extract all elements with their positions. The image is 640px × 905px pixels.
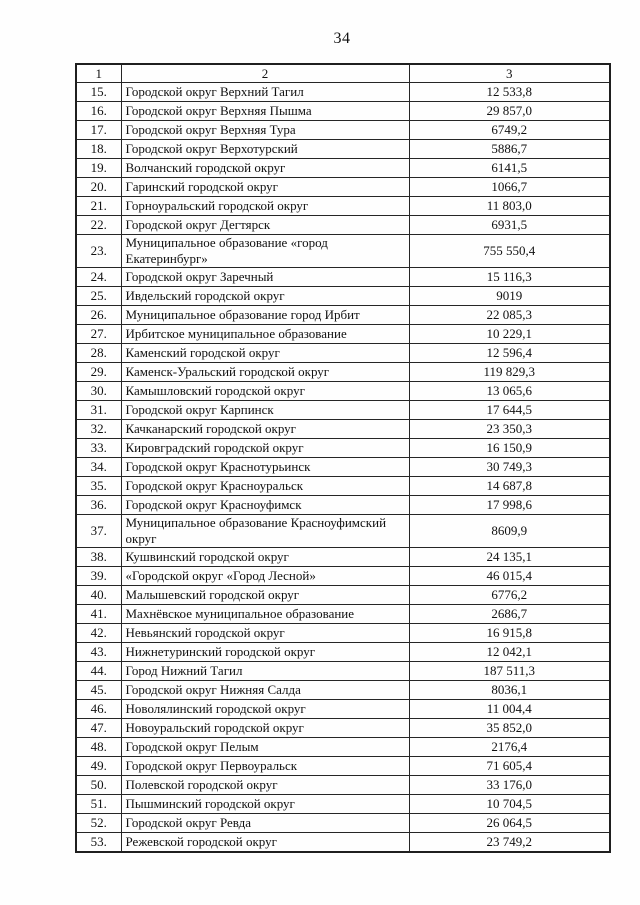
table-row: [76, 624, 610, 643]
table-row: [76, 586, 610, 605]
value-cell: 11 004,4: [409, 700, 610, 719]
table-row: [76, 102, 610, 121]
municipality-cell: Городской округ Красноуфимск: [121, 496, 409, 515]
row-number-cell: 43.: [76, 643, 121, 662]
table-row: [76, 776, 610, 795]
table-row: [76, 567, 610, 586]
row-number-cell: 45.: [76, 681, 121, 700]
value-cell: 2686,7: [409, 605, 610, 624]
table-row: [76, 178, 610, 197]
table-row: [76, 757, 610, 776]
value-cell: 16 915,8: [409, 624, 610, 643]
municipality-cell: Горноуральский городской округ: [121, 197, 409, 216]
municipality-cell: Невьянский городской округ: [121, 624, 409, 643]
municipality-cell: Городской округ Дегтярск: [121, 216, 409, 235]
table-row: [76, 795, 610, 814]
row-number-cell: 39.: [76, 567, 121, 586]
table-row: [76, 420, 610, 439]
row-number-cell: 29.: [76, 363, 121, 382]
municipality-cell: Городской округ Первоуральск: [121, 757, 409, 776]
municipality-cell: Новоуральский городской округ: [121, 719, 409, 738]
value-cell: 15 116,3: [409, 268, 610, 287]
row-number-cell: 33.: [76, 439, 121, 458]
municipality-cell: Махнёвское муниципальное образование: [121, 605, 409, 624]
row-number-cell: 32.: [76, 420, 121, 439]
table-body: [76, 83, 610, 853]
table-row: [76, 363, 610, 382]
municipality-cell: Городской округ Ревда: [121, 814, 409, 833]
value-cell: 12 533,8: [409, 83, 610, 102]
table-row: [76, 268, 610, 287]
value-cell: 6141,5: [409, 159, 610, 178]
row-number-cell: 46.: [76, 700, 121, 719]
table-row: [76, 401, 610, 420]
municipality-cell: Ирбитское муниципальное образование: [121, 325, 409, 344]
row-number-cell: 34.: [76, 458, 121, 477]
table-row: [76, 458, 610, 477]
table-row: [76, 548, 610, 567]
value-cell: 6749,2: [409, 121, 610, 140]
row-number-cell: 53.: [76, 833, 121, 853]
municipality-cell: Муниципальное образование «город Екатеринбург»: [121, 235, 409, 268]
municipality-cell: Городской округ Краснотурьинск: [121, 458, 409, 477]
table-row: [76, 439, 610, 458]
header-row: [76, 64, 610, 83]
table-row: [76, 344, 610, 363]
table-row: [76, 306, 610, 325]
value-cell: 119 829,3: [409, 363, 610, 382]
row-number-cell: 19.: [76, 159, 121, 178]
municipality-cell: Камышловский городской округ: [121, 382, 409, 401]
municipality-cell: Пышминский городской округ: [121, 795, 409, 814]
table-row: [76, 605, 610, 624]
municipalities-table: [75, 63, 611, 853]
municipality-cell: Малышевский городской округ: [121, 586, 409, 605]
row-number-cell: 17.: [76, 121, 121, 140]
municipality-cell: Городской округ Верхняя Пышма: [121, 102, 409, 121]
municipality-cell: Нижнетуринский городской округ: [121, 643, 409, 662]
header-col-2: 2: [121, 64, 409, 83]
value-cell: 30 749,3: [409, 458, 610, 477]
table-row: [76, 833, 610, 853]
value-cell: 35 852,0: [409, 719, 610, 738]
value-cell: 8036,1: [409, 681, 610, 700]
row-number-cell: 50.: [76, 776, 121, 795]
row-number-cell: 31.: [76, 401, 121, 420]
municipality-cell: Городской округ Верхний Тагил: [121, 83, 409, 102]
table-row: [76, 643, 610, 662]
table-row: [76, 477, 610, 496]
municipality-cell: Ивдельский городской округ: [121, 287, 409, 306]
row-number-cell: 15.: [76, 83, 121, 102]
value-cell: 22 085,3: [409, 306, 610, 325]
row-number-cell: 42.: [76, 624, 121, 643]
value-cell: 12 596,4: [409, 344, 610, 363]
municipality-cell: Волчанский городской округ: [121, 159, 409, 178]
table-row: [76, 515, 610, 548]
row-number-cell: 23.: [76, 235, 121, 268]
row-number-cell: 21.: [76, 197, 121, 216]
table-row: [76, 216, 610, 235]
municipality-cell: Городской округ Верхняя Тура: [121, 121, 409, 140]
table-row: [76, 197, 610, 216]
table-row: [76, 814, 610, 833]
row-number-cell: 44.: [76, 662, 121, 681]
row-number-cell: 25.: [76, 287, 121, 306]
value-cell: 1066,7: [409, 178, 610, 197]
municipality-cell: Каменский городской округ: [121, 344, 409, 363]
row-number-cell: 48.: [76, 738, 121, 757]
table-row: [76, 719, 610, 738]
value-cell: 9019: [409, 287, 610, 306]
table-row: [76, 700, 610, 719]
row-number-cell: 51.: [76, 795, 121, 814]
value-cell: 187 511,3: [409, 662, 610, 681]
municipality-cell: Гаринский городской округ: [121, 178, 409, 197]
value-cell: 13 065,6: [409, 382, 610, 401]
value-cell: 6776,2: [409, 586, 610, 605]
value-cell: 16 150,9: [409, 439, 610, 458]
row-number-cell: 22.: [76, 216, 121, 235]
municipality-cell: Качканарский городской округ: [121, 420, 409, 439]
municipality-cell: Полевской городской округ: [121, 776, 409, 795]
value-cell: 29 857,0: [409, 102, 610, 121]
value-cell: 23 350,3: [409, 420, 610, 439]
value-cell: 10 229,1: [409, 325, 610, 344]
value-cell: 26 064,5: [409, 814, 610, 833]
row-number-cell: 52.: [76, 814, 121, 833]
municipality-cell: Городской округ Верхотурский: [121, 140, 409, 159]
value-cell: 12 042,1: [409, 643, 610, 662]
municipality-cell: «Городской округ «Город Лесной»: [121, 567, 409, 586]
row-number-cell: 36.: [76, 496, 121, 515]
row-number-cell: 20.: [76, 178, 121, 197]
value-cell: 5886,7: [409, 140, 610, 159]
header-col-3: 3: [409, 64, 610, 83]
row-number-cell: 30.: [76, 382, 121, 401]
municipality-cell: Каменск-Уральский городской округ: [121, 363, 409, 382]
municipality-cell: Муниципальное образование Красноуфимский округ: [121, 515, 409, 548]
row-number-cell: 41.: [76, 605, 121, 624]
value-cell: 2176,4: [409, 738, 610, 757]
municipality-cell: Городской округ Нижняя Салда: [121, 681, 409, 700]
page-number: 34: [333, 30, 351, 47]
row-number-cell: 37.: [76, 515, 121, 548]
municipality-cell: Кировградский городской округ: [121, 439, 409, 458]
value-cell: 755 550,4: [409, 235, 610, 268]
row-number-cell: 38.: [76, 548, 121, 567]
table-row: [76, 382, 610, 401]
municipality-cell: Режевской городской округ: [121, 833, 409, 853]
municipality-cell: Кушвинский городской округ: [121, 548, 409, 567]
table-header: [76, 64, 610, 83]
row-number-cell: 16.: [76, 102, 121, 121]
table-row: [76, 325, 610, 344]
municipality-cell: Новолялинский городской округ: [121, 700, 409, 719]
table-row: [76, 662, 610, 681]
value-cell: 24 135,1: [409, 548, 610, 567]
value-cell: 10 704,5: [409, 795, 610, 814]
value-cell: 71 605,4: [409, 757, 610, 776]
municipality-cell: Городской округ Пелым: [121, 738, 409, 757]
row-number-cell: 28.: [76, 344, 121, 363]
table-row: [76, 738, 610, 757]
value-cell: 14 687,8: [409, 477, 610, 496]
value-cell: 6931,5: [409, 216, 610, 235]
value-cell: 46 015,4: [409, 567, 610, 586]
municipality-cell: Город Нижний Тагил: [121, 662, 409, 681]
table-row: [76, 140, 610, 159]
value-cell: 17 644,5: [409, 401, 610, 420]
value-cell: 33 176,0: [409, 776, 610, 795]
table-row: [76, 287, 610, 306]
table-row: [76, 681, 610, 700]
table-row: [76, 121, 610, 140]
table-row: [76, 159, 610, 178]
value-cell: 23 749,2: [409, 833, 610, 853]
row-number-cell: 40.: [76, 586, 121, 605]
table-row: [76, 83, 610, 102]
value-cell: 11 803,0: [409, 197, 610, 216]
row-number-cell: 26.: [76, 306, 121, 325]
municipality-cell: Городской округ Заречный: [121, 268, 409, 287]
value-cell: 8609,9: [409, 515, 610, 548]
row-number-cell: 24.: [76, 268, 121, 287]
row-number-cell: 35.: [76, 477, 121, 496]
table-row: [76, 235, 610, 268]
value-cell: 17 998,6: [409, 496, 610, 515]
row-number-cell: 18.: [76, 140, 121, 159]
row-number-cell: 49.: [76, 757, 121, 776]
municipality-cell: Городской округ Карпинск: [121, 401, 409, 420]
municipality-cell: Городской округ Красноуральск: [121, 477, 409, 496]
row-number-cell: 27.: [76, 325, 121, 344]
municipality-cell: Муниципальное образование город Ирбит: [121, 306, 409, 325]
table-row: [76, 496, 610, 515]
row-number-cell: 47.: [76, 719, 121, 738]
header-col-1: 1: [76, 64, 121, 83]
